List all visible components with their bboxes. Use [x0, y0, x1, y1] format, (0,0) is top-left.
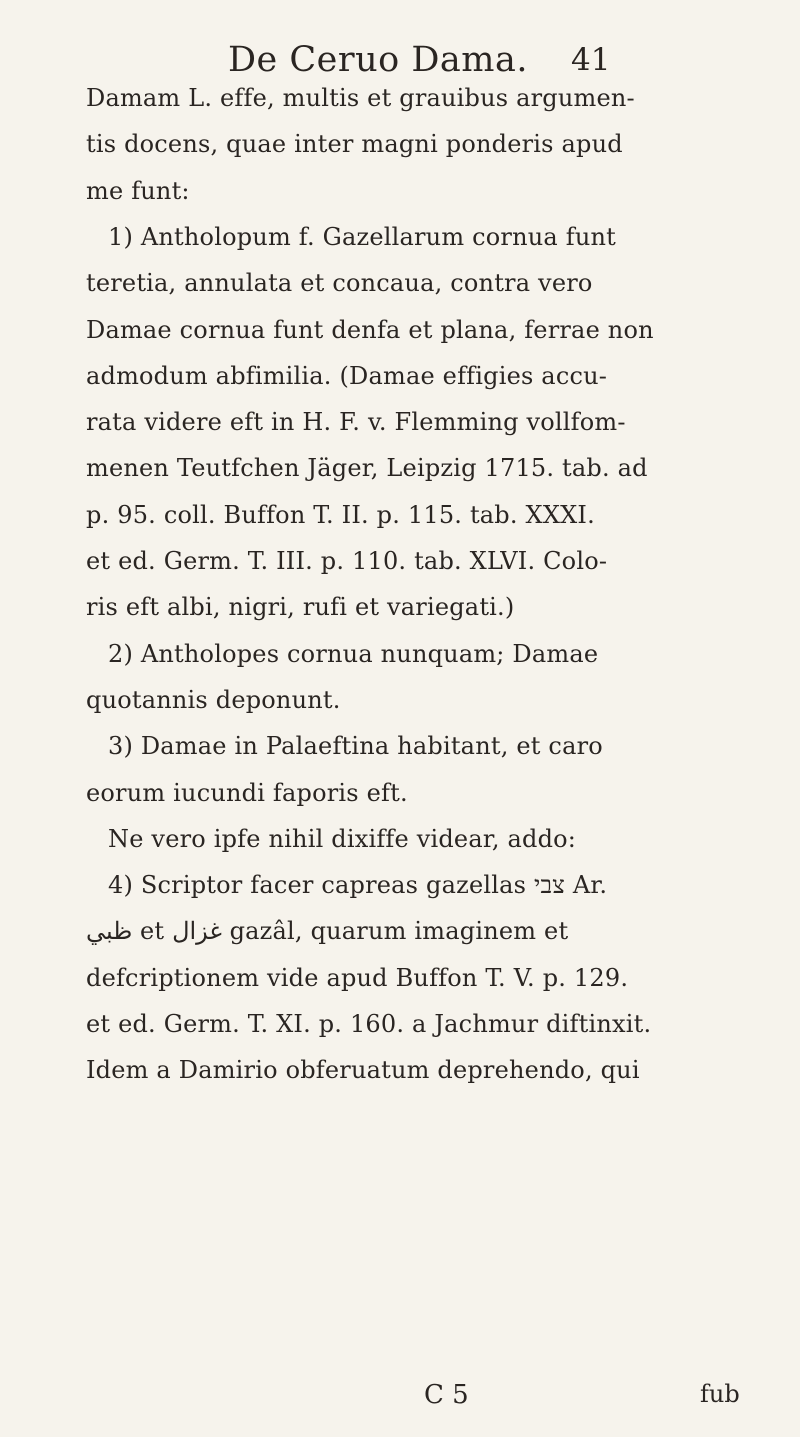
text-line: Idem a Damirio obferuatum deprehendo, qui: [86, 1056, 640, 1084]
text-line: rata videre eft in H. F. v. Flemming vollfom-: [86, 408, 626, 436]
text-line: 4) Scriptor facer capreas gazellas צבי Ar.: [108, 871, 608, 899]
page-footer: [0, 1380, 800, 1420]
catchword: fub: [700, 1380, 740, 1408]
text-line: quotannis deponunt.: [86, 686, 341, 714]
text-line: et ed. Germ. T. III. p. 110. tab. XLVI. Colo-: [86, 547, 608, 575]
text-line: eorum iucundi faporis eft.: [86, 779, 408, 807]
text-line: 3) Damae in Palaeftina habitant, et caro: [108, 732, 603, 760]
text-line: et ed. Germ. T. XI. p. 160. a Jachmur diftinxit.: [86, 1010, 652, 1038]
text-line: Damam L. effe, multis et grauibus argumen-: [86, 84, 635, 112]
text-line: p. 95. coll. Buffon T. II. p. 115. tab. XXXI.: [86, 501, 595, 529]
text-line: defcriptionem vide apud Buffon T. V. p. 129.: [86, 964, 629, 992]
text-line: 2) Antholopes cornua nunquam; Damae: [108, 640, 599, 668]
text-line: ظبي et غزال gazâl, quarum imaginem et: [86, 917, 569, 945]
text-line: ris eft albi, nigri, rufi et variegati.): [86, 593, 515, 621]
page-number: 41: [571, 42, 611, 78]
text-line: admodum abfimilia. (Damae effigies accu-: [86, 362, 608, 390]
text-line: teretia, annulata et concaua, contra vero: [86, 269, 593, 297]
text-line: tis docens, quae inter magni ponderis apud: [86, 130, 623, 158]
text-line: me funt:: [86, 177, 190, 205]
text-line: 1) Antholopum f. Gazellarum cornua funt: [108, 223, 616, 251]
running-title: De Ceruo Dama.: [228, 40, 528, 80]
text-line: menen Teutfchen Jäger, Leipzig 1715. tab. ad: [86, 454, 648, 482]
text-line: Ne vero ipfe nihil dixiffe videar, addo:: [108, 825, 577, 853]
text-line: Damae cornua funt denfa et plana, ferrae non: [86, 316, 654, 344]
signature-mark: C 5: [424, 1380, 469, 1410]
